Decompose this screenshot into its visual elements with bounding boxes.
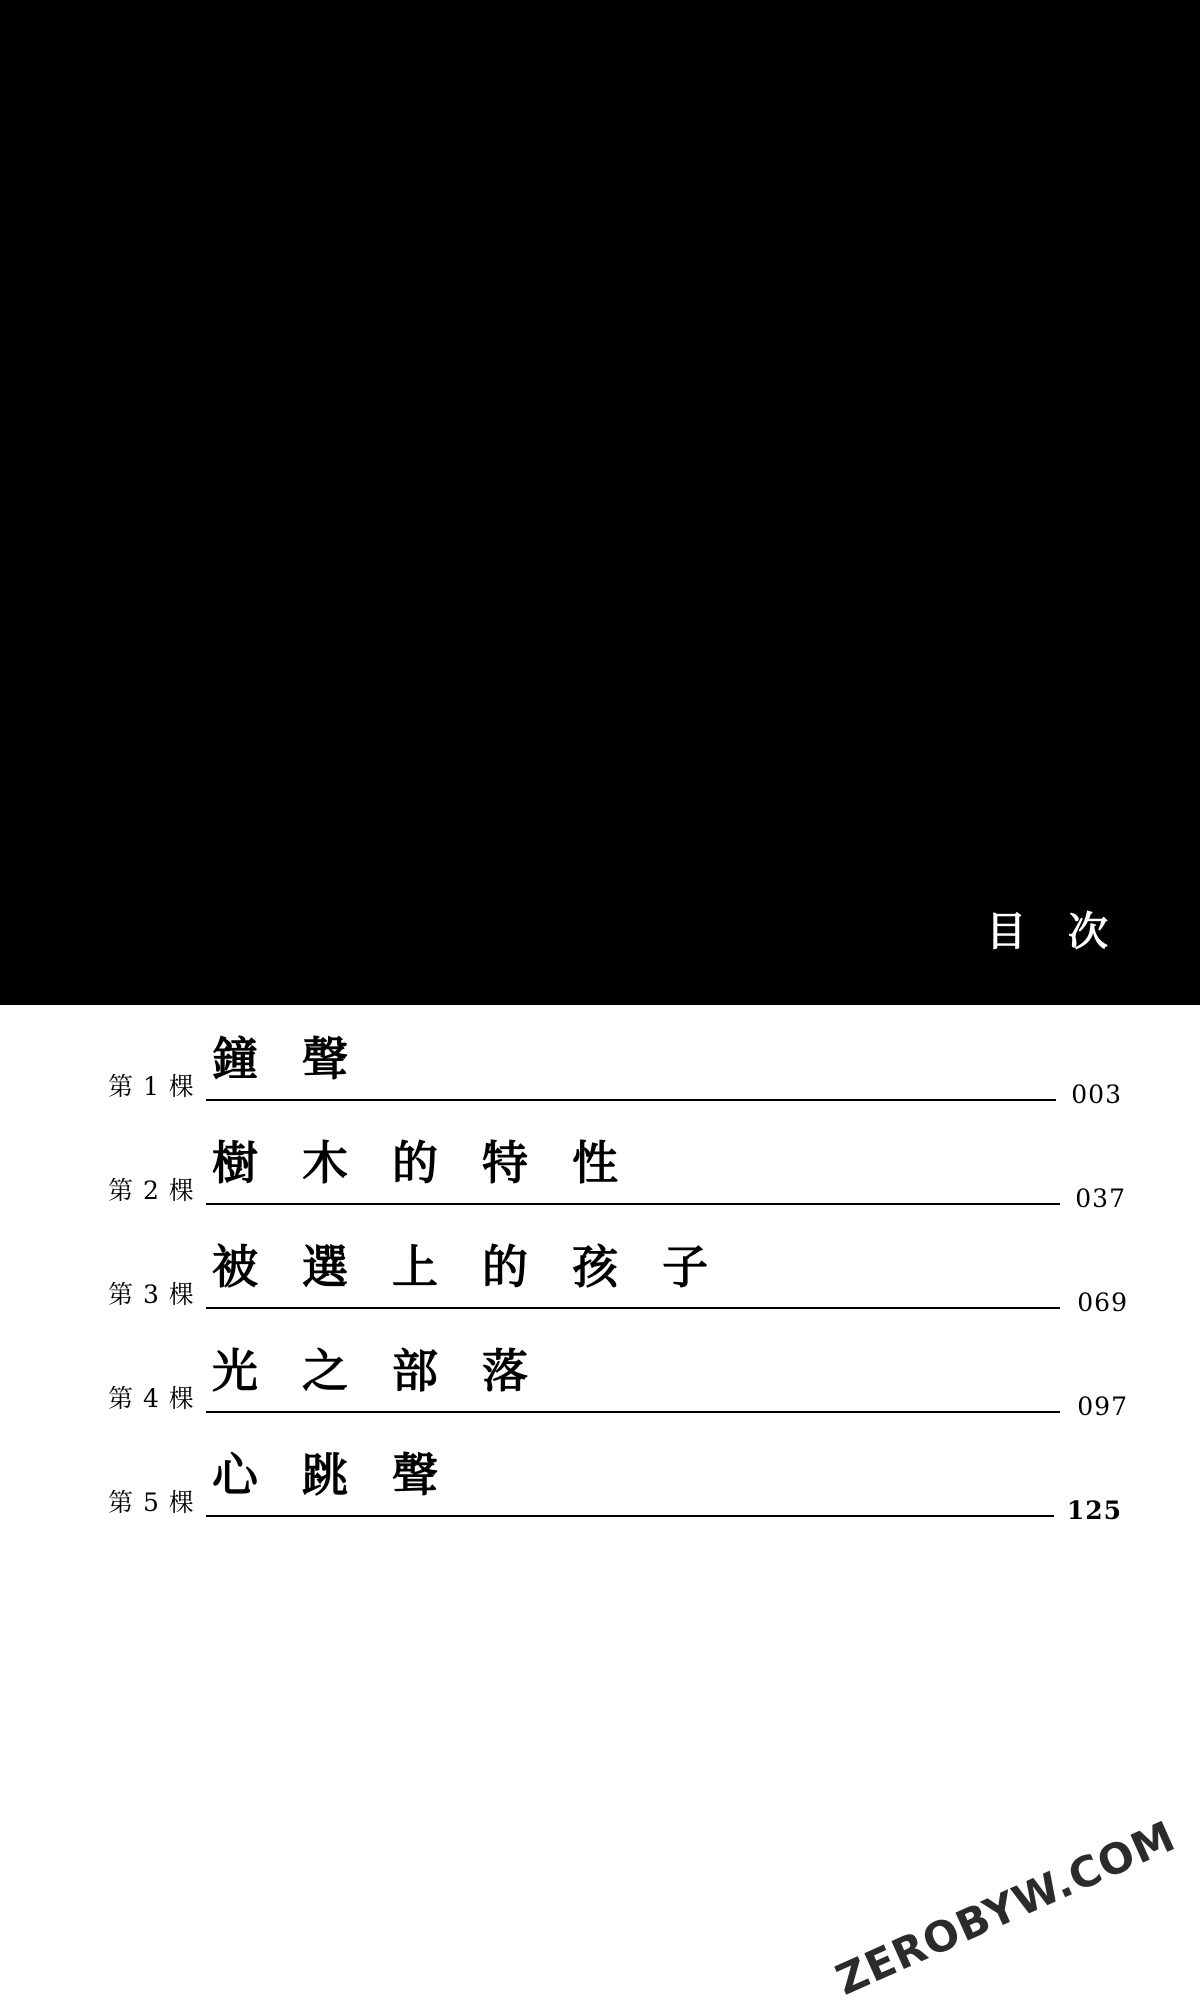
toc-entry[interactable] — [0, 1005, 1200, 1109]
toc-entry[interactable] — [0, 1213, 1200, 1317]
leader-line — [206, 1411, 1060, 1413]
chapter-title: 被 選 上 的 孩 子 — [212, 1240, 723, 1294]
table-of-contents — [0, 1005, 1200, 1525]
chapter-title: 光 之 部 落 — [212, 1344, 543, 1398]
page-number: 037 — [1075, 1184, 1126, 1213]
toc-entry[interactable] — [0, 1421, 1200, 1525]
leader-line — [206, 1307, 1060, 1309]
chapter-title: 心 跳 聲 — [212, 1448, 453, 1502]
leader-line — [206, 1099, 1056, 1101]
toc-entry[interactable] — [0, 1317, 1200, 1421]
chapter-number-label: 第 2 棵 — [108, 1176, 195, 1205]
page-number: 069 — [1077, 1288, 1128, 1317]
chapter-number-label: 第 1 棵 — [108, 1072, 195, 1101]
chapter-number-label: 第 4 棵 — [108, 1384, 195, 1413]
page-number: 097 — [1077, 1392, 1128, 1421]
page-number: 125 — [1066, 1496, 1122, 1525]
chapter-title: 鐘 聲 — [212, 1032, 363, 1086]
page-number: 003 — [1071, 1080, 1122, 1109]
chapter-number-label: 第 5 棵 — [108, 1488, 195, 1517]
toc-entry[interactable] — [0, 1109, 1200, 1213]
site-watermark: ZEROBYW.COM — [828, 1811, 1182, 2005]
chapter-title: 樹 木 的 特 性 — [212, 1136, 633, 1190]
chapter-number-label: 第 3 棵 — [108, 1280, 195, 1309]
leader-line — [206, 1515, 1054, 1517]
leader-line — [206, 1203, 1060, 1205]
page-title: 目 次 — [986, 908, 1122, 955]
